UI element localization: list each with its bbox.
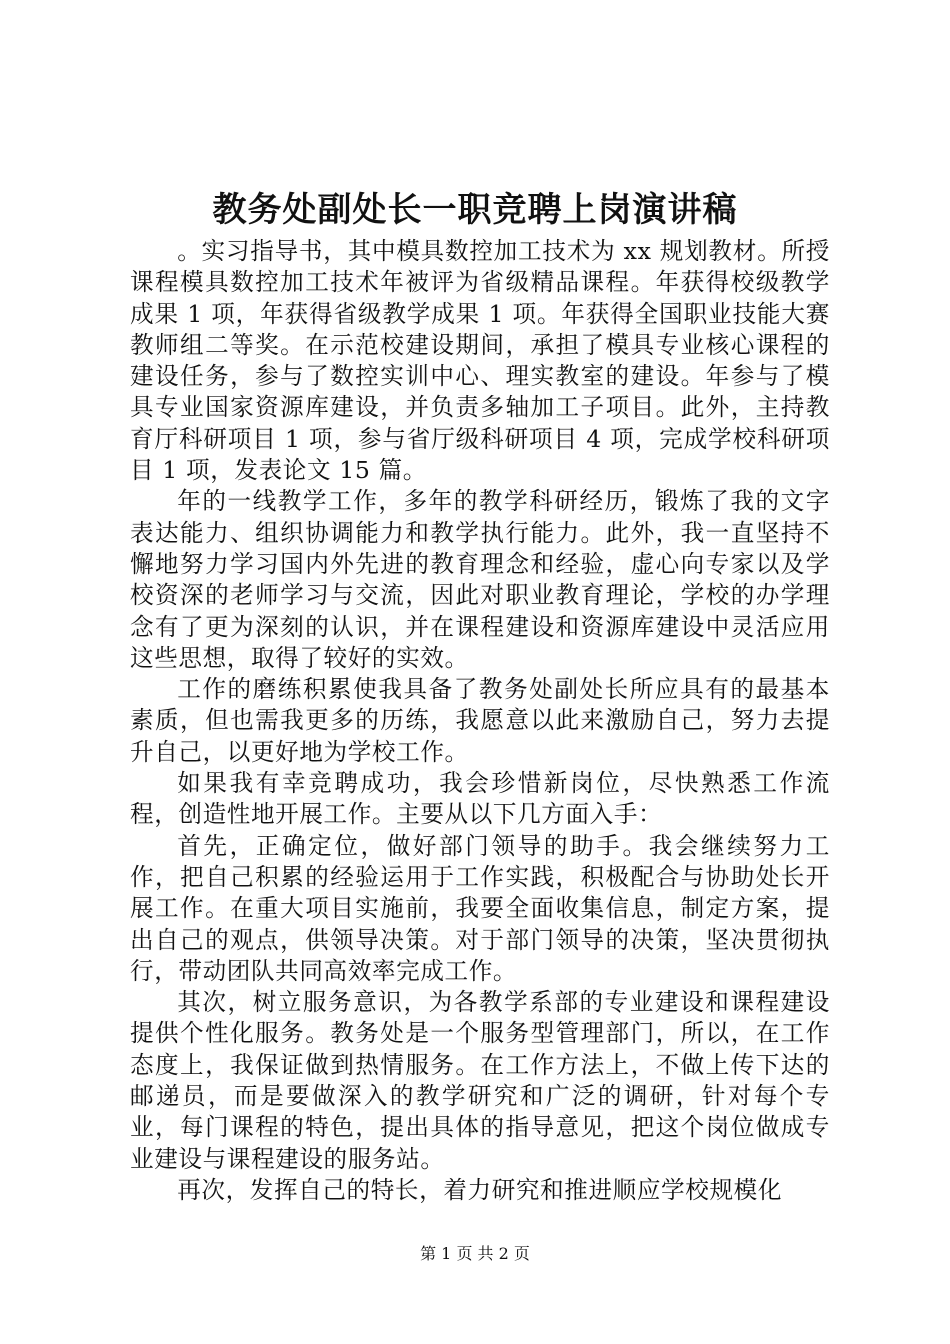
document-body <box>130 236 830 1206</box>
paragraph-6: 其次，树立服务意识，为各教学系部的专业建设和课程建设提供个性化服务。教务处是一个服务型管理部门，所以，在工作态度上，我保证做到热情服务。在工作方法上，不做上传下达的邮递员，而是要做深入的教学研究和广泛的调研，针对每个专业，每门课程的特色，提出具体的指导意见，把这个岗位做成专业建设与课程建设的服务站。 <box>130 988 830 1173</box>
paragraph-4: 如果我有幸竞聘成功，我会珍惜新岗位，尽快熟悉工作流程，创造性地开展工作。主要从以下几方面入手： <box>130 769 830 829</box>
page-footer: 第 1 页 共 2 页 <box>420 1244 530 1263</box>
document-title: 教务处副处长一职竞聘上岗演讲稿 <box>212 190 738 230</box>
paragraph-2: 年的一线教学工作，多年的教学科研经历，锻炼了我的文字表达能力、组织协调能力和教学执行能力。此外，我一直坚持不懈地努力学习国内外先进的教育理念和经验，虚心向专家以及学校资深的老师学习与交流，因此对职业教育理论，学校的办学理念有了更为深刻的认识，并在课程建设和资源库建设中灵活应用这些思想，取得了较好的实效。 <box>130 487 830 672</box>
paragraph-5: 首先，正确定位，做好部门领导的助手。我会继续努力工作，把自己积累的经验运用于工作实践，积极配合与协助处长开展工作。在重大项目实施前，我要全面收集信息，制定方案，提出自己的观点，供领导决策。对于部门领导的决策，坚决贯彻执行，带动团队共同高效率完成工作。 <box>130 831 830 985</box>
paragraph-1: 。实习指导书，其中模具数控加工技术为 xx 规划教材。所授课程模具数控加工技术年被评为省级精品课程。年获得校级教学成果 1 项，年获得省级教学成果 1 项。年获得全国职业技能大赛教师组二等奖。在示范校建设期间，承担了模具专业核心课程的建设任务，参与了数控实训中心、理实教室的建设。年参与了模具专业国家资源库建设，并负责多轴加工子项目。此外，主持教育厅科研项目 1 项，参与省厅级科研项目 4 项，完成学校科研项目 1 项，发表论文 15 篇。 <box>130 237 830 485</box>
paragraph-3: 工作的磨练积累使我具备了教务处副处长所应具有的最基本素质，但也需我更多的历练，我愿意以此来激励自己，努力去提升自己，以更好地为学校工作。 <box>130 675 830 766</box>
paragraph-7: 再次，发挥自己的特长，着力研究和推进顺应学校规模化 <box>177 1175 783 1204</box>
